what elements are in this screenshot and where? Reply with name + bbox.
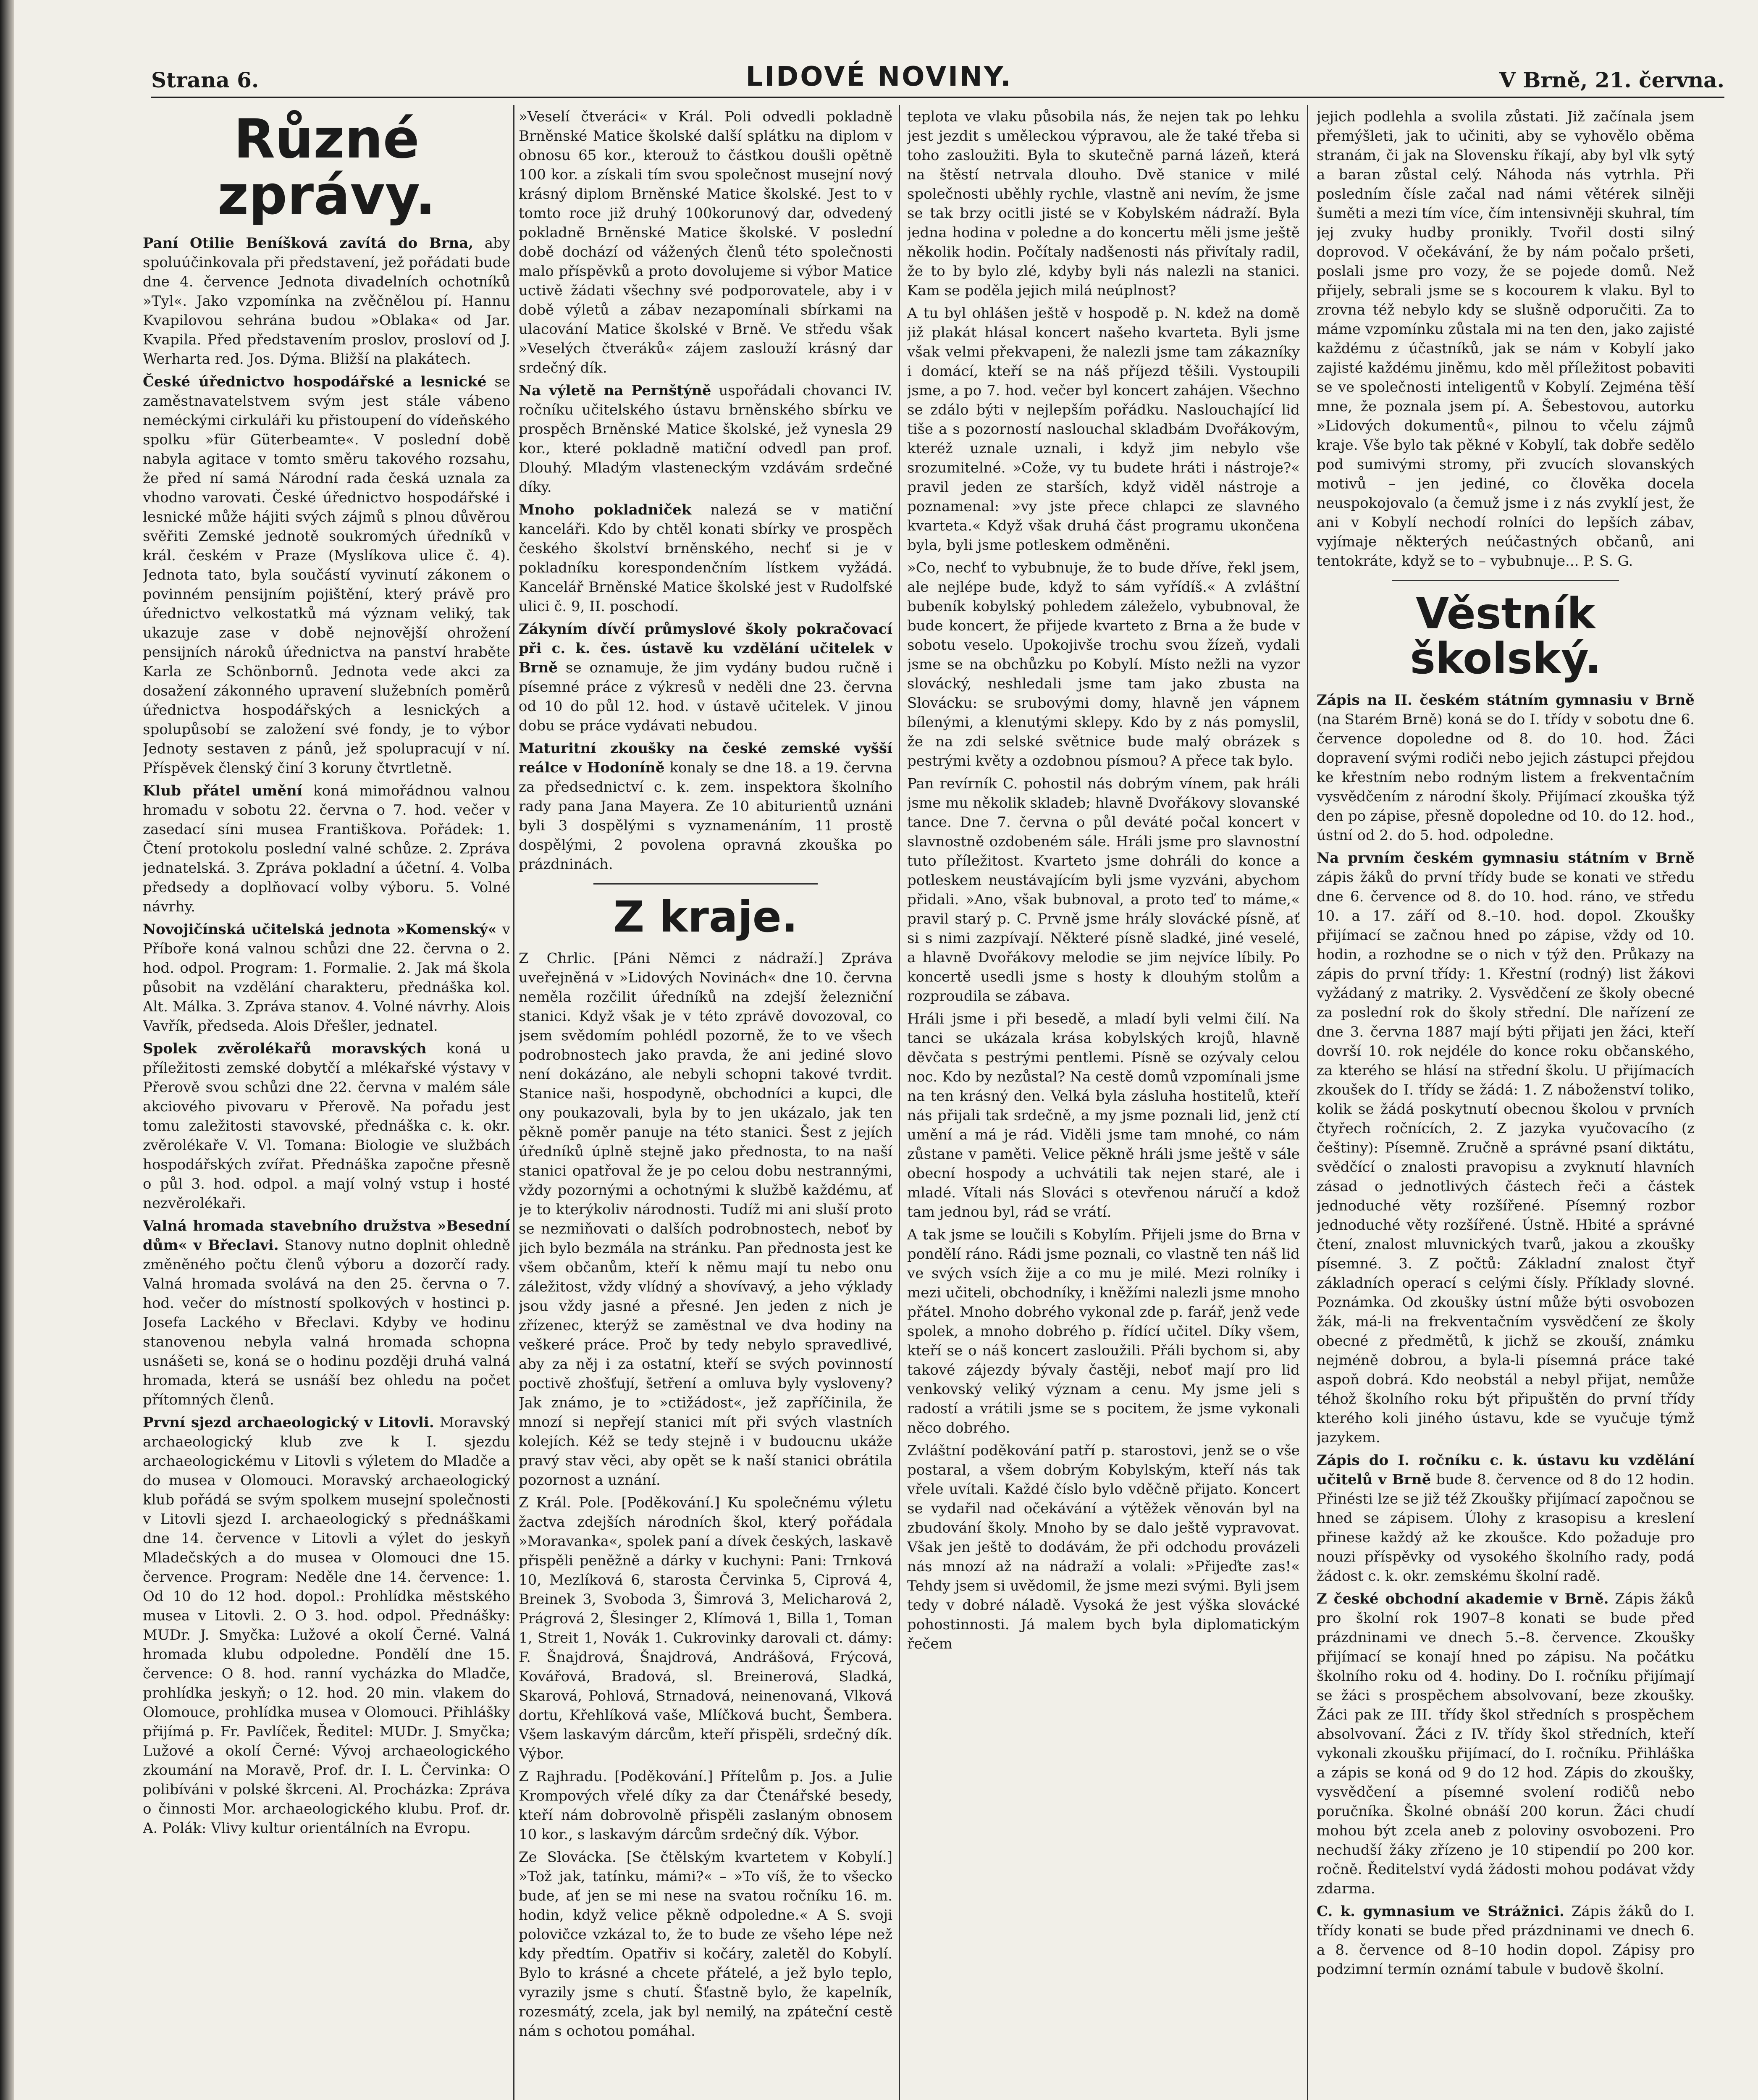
article-lead: České úřednictvo hospodářské a lesnické — [143, 373, 487, 390]
article-body: v Příboře koná valnou schůzi dne 22. června o 2. hod. odpol. Program: 1. Formalie. 2. Jak má škola působit na vzdělání charakteru, přednáška kol. Alt. Málka. 3. Zpráva stanov. 4. Volné návrhy. Alois Vavřík, předseda. Alois Dřešler, jednatel. — [143, 921, 510, 1034]
article-continuation: A tu byl ohlášen ještě v hospodě p. N. kdež na domě již plakát hlásal koncert našeho kvarteta. Byli jsme však velmi překvapeni, že nalezli jsme tam zákazníky i domácí, kteří se na náš příjezd těšili. Vystoupili jsme, a po 7. hod. večer byl koncert zahájen. Všechno se zdálo býti v nejlepším pořádku. Naslouchající lid tiše a s pozorností naslouchal skladbám Dvořákovým, kteréž uznale uznali, i když jim nebylo vše srozumitelné. »Cože, vy tu budete hráti i nástroje?« pravil jeden ze starších, když viděl nástroje a poznamenal: »vy jste přece chlapci ze slavného kvarteta.« Když však druhá část programu ukončena byla, byli jsme potleskem odměněni. — [907, 305, 1300, 554]
regional-report: Z Chrlic. [Páni Němci z nádraží.] Zpráva uveřejněná v »Lidových Novinách« dne 10. června neměla rozčilit úředníků na zdejší železniční stanici. Když však je v této zprávě dovozoval, co jsem svědomím pohlédl pozorně, že to ve všech podrobnostech jako pravda, že ani jediné slovo není dokázáno, ale nebyli schopni takové tvrdit. Stanice naši, hospodyně, obchodníci a kupci, dle ony poukazovali, byla by to jen ukázalo, jak ten pěkně poměr panuje na této stanici. Šest z jejích úředníků úplně stejně jako přednosta, to na naší stanici opatřoval že je po celou dobu nestrannými, vždy pozornými a ochotnými k službě každému, ať je to kterýkoliv národnosti. Tudíž mi ani sluší proto se nezmiňovati o dalších podrobnostech, neboť by jich bylo bezmála na stránku. Pan přednosta jest ke všem občanům, kteří k němu mají tu nebo onu záležitost, vždy vlídný a shovívavý, a jeho výklady jsou vždy jasné a přesné. Jen jeden z nich je zřízenec, kterýž se zaměstnal ve dva hodiny na veškeré práce. Proč by tedy nebylo spravedlivé, aby za něj i za ostatní, kteří se svých povinností poctivě zhošťují, šetření a omluva byly vysloveny? Jak známo, je to »ctižádost«, jež zapříčinila, že mnozí si nepřejí stanici mít při svých vlastních kolejích. Kéž se tedy stejně i v budoucnu ukáže pravý stav věci, aby opět se k naší stanici obrátila pozornost a uznání. — [519, 950, 892, 1489]
article-continuation: jejich podlehla a svolila zůstati. Již začínala jsem přemýšleti, jak to učiniti, aby se vyhovělo oběma stranám, či jak na Slovensku říkají, aby byl vlk sytý a baran zůstal celý. Náhoda nás vytrhla. Při posledním čísle začal nad námi větérek silněji šuměti a mezi tím více, čím intensivněji skuhral, tím jej zvuky hudby pronikly. Tvořil dosti silný doprovod. V očekávání, že by nám počalo pršeti, poslali jsme pro vozy, že se pojede domů. Než přijely, sebrali jsme se s kocourem k vlaku. Byl to zrovna též nebylo kdy se slušně odporučiti. Za to máme vzpomínku zůstala mi na ten den, jako zajisté každému z účastníků, jak se nám v Kobylí jako zajisté každému jiněmu, kdo měl příležitost pobaviti se ve společnosti inteligentů v Kobylí. Zejména těší mne, že poznala jsem pí. A. Šebestovou, autorku »Lidových dokumentů«, pilnou to včelu zájmů kraje. Vše bylo tak pěkné v Kobylí, tak dobře sedělo pod sumivými stromy, při zvucích slovanských motivů – jen jediné, co člověka docela neuspokojovalo (a čemuž jsme i z nás zvyklí jest, že ani v Kobylí nechodí rolníci do lepších zábav, vyjímaje některých neúčastných občanů, ani tentokráte, když se to – vybubnuje... P. S. G. — [1317, 108, 1695, 570]
article-lead: Zákyním dívčí průmyslové školy pokračovací při c. k. čes. ústavě ku vzdělání učitelek v Brně — [519, 621, 892, 676]
article — [143, 920, 510, 1036]
article-lead: Mnoho pokladniček — [519, 501, 692, 518]
section-heading-misc-news: Různé zprávy. — [217, 108, 436, 227]
issue-date: V Brně, 21. června. — [1499, 68, 1724, 92]
article — [519, 739, 892, 874]
article-body: koná mimořádnou valnou hromadu v sobotu 22. června o 7. hod. večer v zasedací síni musea Františkova. Pořádek: 1. Čtení protokolu poslední valné schůze. 2. Zpráva jednatelská. 3. Zpráva pokladní a účetní. 4. Volba předsedy a doplňovací volby výboru. 5. Volné návrhy. — [143, 782, 510, 915]
article — [519, 381, 892, 497]
notice-lead: Z české obchodní akademie v Brně. — [1317, 1591, 1609, 1608]
section-divider — [1392, 580, 1619, 581]
notice — [1317, 1589, 1695, 1898]
article-lead: Novojičínská učitelská jednota »Komenský« — [143, 921, 497, 938]
regional-report: Ze Slovácka. [Se čtělským kvartetem v Kobylí.] »Tož jak, tatínku, mámi?« – »To víš, že to všecko bude, ať jen se mi nese na svatou ročníku 16. m. hodin, když velice pěkně odpoledne.« A S. svoji polovičce vzkázal to, že to bude ze všeho lépe než kdy předtím. Opatřiv si kočáry, zaletěl do Kobylí. Bylo to krásné a chcete přátelé, a jež bylo teplo, vyrazily jsme s chutí. Šťastně bylo, že kapelník, rozesmátý, zcela, jak byl nemilý, na zpáteční cestě nám s ochotou pomáhal. — [519, 1849, 892, 2040]
notice — [1317, 1451, 1695, 1586]
article-body: Moravský archaeologický klub zve k I. sjezdu archaeologickému v Litovli s výletem do Mladče a do musea v Olomouci. Moravský archaeologický klub pořádá se svým spolkem musejní společnosti v Litovli sjezd I. archaeologický s přednáškami dne 14. července v Litovli a výlet do jeskyň Mladečských a do musea v Olomouci dne 15. července. Program: Neděle dne 14. července: 1. Od 10 do 12 hod. dopol.: Prohlídka městského musea v Litovli. 2. O 3. hod. odpol. Přednášky: MUDr. J. Smyčka: Lužové a okolí Černé. Valná hromada klubu odpoledne. Pondělí dne 15. července: O 8. hod. ranní vycházka do Mladče, prohlídka jeskyň; o 12. hod. 20 min. vlakem do Olomouce, prohlídka musea v Olomouci. Přihlášky přijímá p. Fr. Pavlíček, Ředitel: MUDr. J. Smyčka; Lužové a okolí Černé: Vývoj archaeologického zkoumání na Moravě, Prof. dr. I. L. Červinka: O polibíváni v polské škrceni. Al. Procházka: Zpráva o činnosti Mor. archaeologického klubu. Prof. dr. A. Polák: Vlivy kultur orientálních na Evropu. — [143, 1414, 510, 1837]
article-lead: Klub přátel umění — [143, 782, 302, 799]
newspaper-title: LIDOVÉ NOVINY. — [745, 61, 1013, 92]
article — [143, 372, 510, 778]
article-lead: Spolek zvěrolékařů moravských — [143, 1040, 427, 1057]
article-lead: Valná hromada stavebního družstva »Besední dům« v Břeclavi. — [143, 1217, 510, 1254]
column-rule — [899, 105, 900, 2100]
section-heading-school-news: Věstník školský. — [1410, 589, 1601, 684]
article — [143, 1413, 510, 1838]
column-4 — [1317, 107, 1695, 2100]
article-body: nalezá se v matiční kanceláři. Kdo by chtěl konati sbírky ve prospěch českého školství brněnského, nechť si je v pokladníku korespondenčním lístkem vyžádá. Kancelář Brněnské Matice školské jest v Rudolfské ulici č. 9, II. poschodí. — [519, 501, 892, 615]
notice — [1317, 690, 1695, 845]
notice-body: bude 8. července od 8 do 12 hodin. Přinésti lze se již též Zkoušky přijímací započnou se hned se zápisem. Úlohy z krasopisu a kreslení přinese každý až ke zkoušce. Kdo požaduje pro nouzi příspěvky od vysokého školního rady, podá žádost c. k. okr. zemskému školní radě. — [1317, 1471, 1695, 1585]
article — [519, 620, 892, 735]
article-lead: Paní Otilie Beníšková zavítá do Brna, — [143, 234, 474, 252]
notice — [1317, 848, 1695, 1447]
regional-report: Z Rajhradu. [Poděkování.] Přítelům p. Jos. a Julie Krompových vřelé díky za dar Čtenářské besedy, kteří nám dobrovolně přispěli zaslaným obnosem 10 kor., s laskavým dárcům srdečný dík. Výbor. — [519, 1768, 892, 1843]
column-rule — [1307, 105, 1308, 2100]
column-rule — [513, 105, 514, 2100]
article — [143, 1216, 510, 1410]
page-number: Strana 6. — [151, 68, 259, 92]
article-continuation: Zvláštní poděkování patří p. starostovi, jenž se o vše postaral, a všem dobrým Kobylským, kteří nás tak vřele uvítali. Každé číslo bylo vděčně přijato. Koncert se vydařil nad očekávání a výtěžek věnován byl na zbudování školy. Mnoho by se dalo ještě vypravovat. Však jen ještě to dodávám, že při odchodu provázeli nás mnozí až na nádraží a volali: »Přijeďte zas!« Tehdy jsem si uvědomil, že jsme mezi svými. Byli jsem tedy v dobré náladě. Vysoká že jest výška slovácké pohostinnosti. Já malem bych byla diplomatickým řečem — [907, 1442, 1300, 1652]
column-3 — [907, 107, 1300, 2100]
article-continuation: teplota ve vlaku působila nás, že nejen tak po lehku jest jezdit s uměleckou výpravou, ale že také třeba si toho zasloužiti. Byla to skutečně parná lázeň, která na štěstí netrvala dlouho. Dvě stanice v milé společnosti uběhly rychle, vlastně ani nevím, že jsme se tak brzy ocitli jisté se v Kobylském nádraží. Byla jedna hodina v poledne a do koncertu měli jsme ještě několik hodin. Počítaly nadšenosti nás přivítaly radil, že to by bylo zlé, kdyby byli nás nalezli na stanici. Kam se poděla jejich milá neúplnost? — [907, 108, 1300, 299]
notice-lead: Zápis na II. českém státním gymnasiu v Brně — [1317, 692, 1695, 709]
section-divider — [593, 883, 818, 885]
article-lead: Na výletě na Pernštýně — [519, 382, 711, 399]
notice — [1317, 1902, 1695, 1979]
column-2 — [519, 107, 892, 2100]
notice-body: Zápis žáků pro školní rok 1907–8 konati se bude před prázdninami ve dnech 5.–8. července. Zkoušky přijímací se konají hned po zápisu. Na počátku školního roku od 4. hodiny. Do I. ročníku přijímají se žáci s prospěchem absolvovaní, beze zkoušky. Žáci pak ze III. třídy škol středních s prospěchem absolvovaní. Žáci z IV. třídy škol středních, kteří vykonali zkoušku přijímací, do I. ročníku. Přihláška a zápis se koná od 9 do 12 hod. Zápis do zkoušky, vysvědčení a písemné svolení rodičů nebo poručníka. Školné obnáší 200 korun. Žáci chudí mohou být zcela aneb z poloviny osvobozeni. Pro nechudší žáky zřízeno je 10 stipendií po 200 kor. ročně. Ředitelství vydá žádosti mohou podávat vždy zdarma. — [1317, 1591, 1695, 1898]
article-lead: První sjezd archaeologický v Litovli. — [143, 1414, 434, 1431]
article-continuation: A tak jsme se loučili s Kobylím. Přijeli jsme do Brna v pondělí ráno. Rádi jsme poznali, co vlastně ten náš lid ve svých vsích žije a co mu je milé. Mezi rolníky i mezi učiteli, obchodníky, i kněžími nalezli jsme mnoho přátel. Mnoho dobrého vykonal zde p. farář, jenž vede spolek, a mnoho dobrého p. řídící učitel. Díky všem, kteří se o náš koncert zasloužili. Přáli bychom si, aby takové zájezdy bývaly častěji, neboť mají pro lid venkovský veliký význam a cenu. My jsme jeli s radostí a vrátili jsme se s pocitem, že jsme vykonali něco dobrého. — [907, 1226, 1300, 1436]
column-1 — [143, 107, 510, 2100]
notice-lead: C. k. gymnasium ve Strážnici. — [1317, 1903, 1564, 1920]
article — [143, 234, 510, 369]
regional-report: Z Král. Pole. [Poděkování.] Ku společnému výletu žactva zdejších národních škol, který pořádala »Moravanka«, spolek paní a dívek českých, laskavě přispěli peněžně a dárky v kuchyni: Pani: Trnková 10, Mezlíková 6, starosta Červinka 5, Ciprová 4, Breinek 3, Svoboda 3, Šimrová 3, Melicharová 2, Prágrová 2, Šlesinger 2, Klímová 1, Billa 1, Toman 1, Streit 1, Novák 1. Cukrovinky darovali ct. dámy: F. Šnajdrová, Šnajdrová, Andrášová, Frýcová, Kovářová, Bradová, sl. Breinerová, Sladká, Skarová, Pohlová, Strnadová, neinenovaná, Vlková dortu, Křehlíková vaše, Mlíčková bucht, Šembera. Všem laskavým dárcům, kteří přispěli, srdečný dík. Výbor. — [519, 1494, 892, 1763]
masthead — [151, 29, 1724, 98]
notice-body: Zápis žáků do I. třídy konati se bude před prázdninami ve dnech 6. a 8. července od 8–10 hodin dopol. Zápisy pro podzimní termín oznámí tabule v budově školní. — [1317, 1903, 1695, 1978]
notice-body: (na Starém Brně) koná se do I. třídy v sobotu dne 6. července dopoledne od 8. do 10. hod. Žáci dopravení svými rodiči nebo jejich zástupci přejdou ke křestním nebo rodným listem a frekventačním vysvědčením z národní školy. Přijímací zkouška týž den po zápise, přesně dopoledne od 10. do 12. hod., ústní od 2. do 5. hod. odpoledne. — [1317, 711, 1695, 844]
article — [519, 500, 892, 616]
article-body: Stanovy nutno doplnit ohledně změněného počtu členů výboru a dozorčí rady. Valná hromada svolává na den 25. června o 7. hod. večer do místností spolkových v hostinci p. Josefa Lackého v Břeclavi. Kdyby ve hodinu stanovenou nebyla valná hromada schopna usnášeti se, koná se o hodinu později druhá valná hromada, která se usnáší bez ohledu na počet přítomných členů. — [143, 1236, 510, 1408]
article-continuation: Pan revírník C. pohostil nás dobrým vínem, pak hráli jsme mu několik skladeb; hlavně Dvořákovy slovanské tance. Dne 7. června o půl deváté počal koncert v slavnostně ozdobeném sále. Hráli jsme pro slavnostní tuto příležitost. Kvarteto jsme dohráli do konce a potleskem neustávajícím byli jsme vyzváni, abychom přidali. »Ano, však bubnoval, a proto teď to máme,« pravil starý p. C. Prvně jsme hrály slovácké písně, ať si s nimi zazpívají. Některé písně sladké, jiné veselé, a hlavně Dvořákovy melodie se jim nejvíce líbily. Po koncertě usedli jsme s hosty k dlouhým stolům a rozproudila se zábava. — [907, 775, 1300, 1005]
notice-body: zápis žáků do první třídy bude se konati ve středu dne 6. července od 8. do 10. hod. ráno, ve středu 10. a 17. září od 8.–10. hod. dopol. Zkoušky přijímací se začnou hned po zápise, vždy od 10. hodin, a rozhodne se o nich v týž den. Průkazy na zápis do první třídy: 1. Křestní (rodný) list žákovi vyžádaný z matriky. 2. Vysvědčení ze školy obecné za poslední rok do školy střední. Dle nařízení ze dne 3. června 1887 mají býti přijati jen žáci, kteří dovrší 10. rok nejdéle do konce roku občanského, za kterého se hlásí na střední školu. U přijímacích zkoušek do I. třídy se žádá: 1. Z náboženství toliko, kolik se žádá poskytnutí obecnou školou v prvních čtyřech ročnících, 2. Z jazyka vyučovacího (z češtiny): Písemně. Zručně a správné psaní diktátu, svědčící o znalosti pravopisu a zvyknutí hlavních zásad o jednotlivých částech řeči a částek jednoduché věty rozšířené. Písemný rozbor jednoduché věty rozšířené. Ústně. Hbité a správné čtení, znalost mluvnických tvarů, jakou a zkoušky písemné. 3. Z počtů: Základní znalost čtyř základních operací s celými čísly. Příklady slovné. Poznámka. Od zkoušky ústní může býti osvobozen žák, má-li na frekventačním vysvědčení ze školy obecné z předmětů, k jichž se zkouší, známku nejméně dobrou, a byla-li písemná práce také aspoň dobrá. Kdo neobstál a nebyl přijat, nemůže téhož školního roku být připuštěn do první třídy kterého koli jiného ústavu, kde se vyučuje týmž jazykem. — [1317, 869, 1695, 1446]
notice-lead: Zápis do I. ročníku c. k. ústavu ku vzdělání učitelů v Brně — [1317, 1452, 1695, 1488]
section-heading-regional: Z kraje. — [613, 892, 798, 942]
article-lead: Maturitní zkoušky na české zemské vyšší reálce v Hodoníně — [519, 740, 892, 776]
notice-lead: Na prvním českém gymnasiu státním v Brně — [1317, 850, 1695, 867]
article: »Veselí čtveráci« v Král. Poli odvedli pokladně Brněnské Matice školské další splátku na diplom v obnosu 65 kor., kterouž to částkou doušli opětně 100 kor. a získali tím svou společnost musejní nový krásný diplom Brněnské Matice školské. Jest to v tomto roce již druhý 100korunový dar, odvedený pokladně Brněnské Matice školské. V poslední době dochází od vážených členů této společnosti malo příspěvků a proto dovolujeme si výbor Matice uctivě žádati všechny své podporovatele, aby i v době výletů a zábav nezapomínali sbírkami na ulacování Matice školské v Brně. Ve středu však »Veselých čtveráků« zájem zaslouží krásný dar srdečný dík. — [519, 108, 892, 376]
article-continuation: »Co, nechť to vybubnuje, že to bude dříve, řekl jsem, ale nejlépe bude, když to sám vyřídíš.« A zvláštní bubeník kobylský pohledem záleželo, vybubnoval, že bude koncert, že přijede kvarteto z Brna a že bude v sobotu veselo. Upokojivše trochu svou žízeň, vydali jsme se na obchůzku po Kobylí. Místo nežli na vyzor slovácký, neshledali jsme tam jako zbusta na Slovácku: se srubovými domy, hlavně jen vápnem bílenými, a klenutými sklepy. Kdo by z nás pomyslil, že na zdi selské světnice bude malý obrázek s pestrými květy a ozdobnou písmou? A přece tak bylo. — [907, 559, 1300, 769]
article — [143, 1039, 510, 1213]
article-body: uspořádali chovanci IV. ročníku učitelského ústavu brněnského sbírku ve prospěch Brněnské Matice školské, jež vynesla 29 kor., které pokladně matiční odvedl pan prof. Dlouhý. Mladým vlasteneckým vzdávám srdečné díky. — [519, 382, 892, 496]
article-body: se zaměstnavatelstvem svým jest stále vábeno neméckými cirkuláři ku přistoupení do vídeňského spolku »für Güterbeamte«. V poslední době nabyla agitace v tomto směru takového rozsahu, že před ní samá Národní rada česká uznala za vhodno varovati. České úřednictvo hospodářské i lesnické může hájiti svých zájmů s plnou důvěrou svěřiti Zemské jednotě soukromých úředníků v král. českém v Praze (Myslíkova ulice č. 4). Jednota tato, byla součástí vyvinutí zákonem o povinném pensijním pojištění, který právě pro úřednictvo velkostatků má význam veliký, tak ukazuje zase v době nejnovější ohrožení pensijních nároků úřednictva na panství hraběte Karla ze Schönbornů. Jednota vede akci za dosažení zákonného upravení služebních poměrů úřednictva hospodářských a lesnických a spolupůsobí se založení své fondy, je to výbor Jednoty sestaven z pánů, jež spolupracují v ní. Příspěvek členský činí 3 koruny čtvrtletně. — [143, 373, 510, 777]
article — [143, 781, 510, 916]
article-continuation: Hráli jsme i při besedě, a mladí byli velmi čilí. Na tanci se ukázala krása kobylských krojů, hlavně děvčata s pestrými pentlemi. Písně se ozývaly celou noc. Kdo by nezůstal? Na cestě domů vzpomínali jsme na ten krásný den. Velká byla zásluha hostitelů, kteří nás přijali tak srdečně, a my jsme poznali lid, jenž ctí umění a má je rád. Viděli jsme tam mnohé, co nám zůstane v paměti. Velice pěkně hráli jsme ještě v sále obecní hospody a uchvátili tak nejen staré, ale i mladé. Vítali nás Slováci s otevřenou náručí a kdož tam jednou byl, rád se vrátí. — [907, 1011, 1300, 1221]
article-body: aby spoluúčinkovala při představení, jež pořádati bude dne 4. července Jednota divadelních ochotníků »Tyl«. Jako vzpomínka na zvěčnělou pí. Hannu Kvapilovou sehrána budou »Oblaka« od Jar. Kvapila. Před představením proslov, prosloví od J. Werharta red. Jos. Dýma. Bližší na plakátech. — [143, 234, 510, 368]
article-body: konaly se dne 18. a 19. června za předsednictví c. k. zem. inspektora školního rady pana Jana Mayera. Ze 10 abiturientů uznáni byli 3 dospělými s vyznamenáním, 11 prostě dospělými, 2 povolena opravná zkouška po prázdninách. — [519, 759, 892, 873]
article-body: koná u příležitosti zemské dobytčí a mlékařské výstavy v Přerově svou schůzi dne 22. června v malém sále akciového pivovaru v Přerově. Na pořadu jest tomu zaležitosti stavovské, přednáška c. k. okr. zvěrolékaře V. Vl. Tomana: Biologie ve službách hospodářských zvířat. Přednáška započne přesně o půl 3. hod. odpol. a mají volný vstup i hosté nezvěrolékaři. — [143, 1040, 510, 1212]
article-body: se oznamuje, že jim vydány budou ručně i písemné práce z výkresů v neděli dne 23. června od 10 do půl 12. hod. v ústavě učitelek. V jinou dobu se práce vydávati nebudou. — [519, 659, 892, 734]
